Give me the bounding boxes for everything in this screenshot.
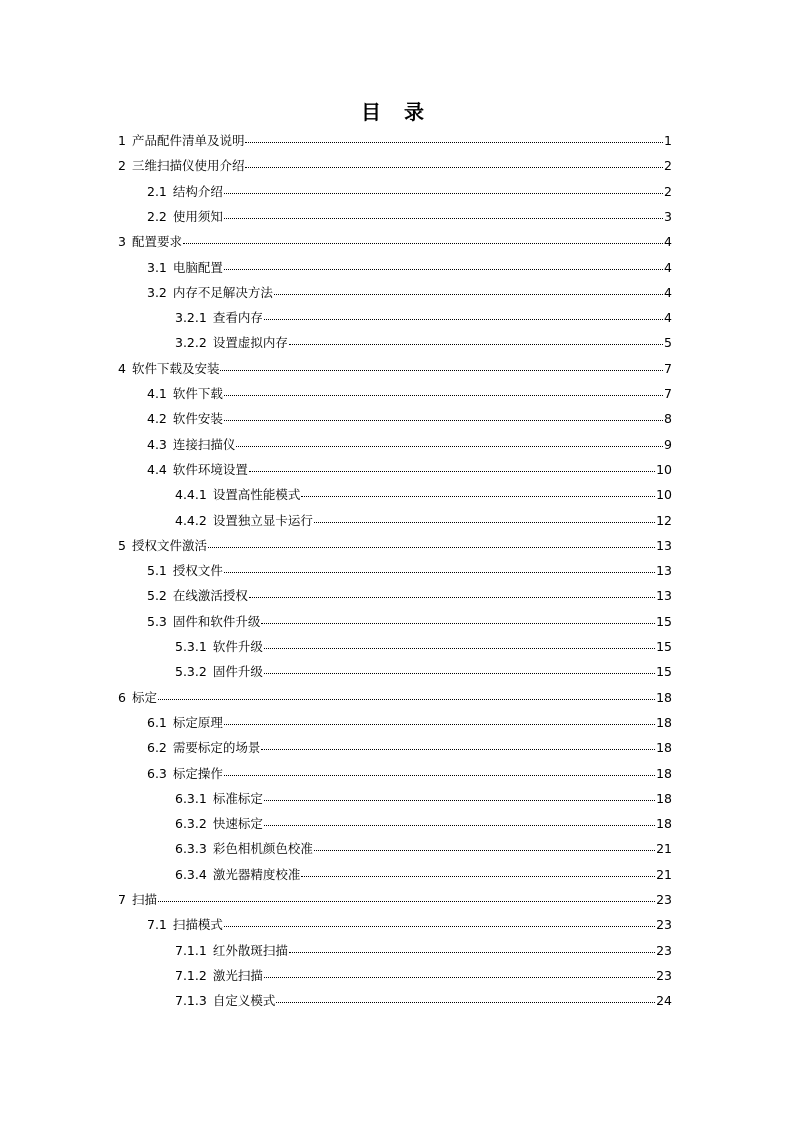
- toc-entry-page: 2: [664, 183, 672, 199]
- toc-entry-number: 5.3.1: [175, 639, 207, 654]
- toc-dot-leader: [224, 761, 655, 776]
- toc-entry[interactable]: [147, 181, 672, 201]
- toc-dot-leader: [249, 457, 655, 472]
- toc-entry[interactable]: [175, 636, 672, 656]
- toc-dot-leader: [224, 179, 663, 194]
- toc-entry-number: 6: [118, 689, 126, 705]
- toc-entry-page: 21: [656, 841, 672, 857]
- toc-entry[interactable]: [147, 383, 672, 403]
- toc-entry[interactable]: [147, 585, 672, 605]
- toc-dot-leader: [301, 862, 655, 877]
- toc-entry[interactable]: [147, 434, 672, 454]
- toc-entry-number: 7.1.1: [175, 942, 207, 958]
- toc-entry[interactable]: [147, 763, 672, 783]
- toc-entry-title: 自定义模式: [212, 993, 276, 1009]
- toc-entry[interactable]: [175, 510, 672, 530]
- toc-entry[interactable]: [147, 914, 672, 934]
- toc-dot-leader: [224, 912, 655, 927]
- toc-entry[interactable]: [175, 940, 672, 960]
- toc-dot-leader: [224, 204, 663, 219]
- toc-dot-leader: [208, 533, 655, 548]
- toc-entry-number: 4.4: [147, 461, 167, 477]
- toc-entry[interactable]: [147, 737, 672, 757]
- toc-entry[interactable]: [118, 358, 672, 378]
- toc-entry[interactable]: [147, 712, 672, 732]
- toc-entry[interactable]: [147, 282, 672, 302]
- toc-entry-number: 4.4.1: [175, 487, 207, 503]
- toc-entry-title: 激光扫描: [212, 967, 263, 983]
- toc-entry-number: 4.3: [147, 436, 167, 452]
- toc-dot-leader: [158, 685, 655, 700]
- toc-entry-page: 9: [664, 436, 672, 452]
- toc-entry-page: 18: [656, 816, 672, 832]
- toc-entry-title: 软件下载及安装: [131, 360, 220, 376]
- toc-entry-title: 需要标定的场景: [172, 740, 261, 756]
- toc-dot-leader: [158, 887, 655, 902]
- toc-entry[interactable]: [147, 459, 672, 479]
- toc-entry[interactable]: [147, 206, 672, 226]
- toc-entry-title: 扫描模式: [172, 917, 223, 933]
- toc-entry-title: 标定: [131, 689, 157, 705]
- toc-dot-leader: [236, 432, 663, 447]
- toc-entry[interactable]: [118, 231, 672, 251]
- toc-entry-title: 固件升级: [212, 664, 263, 680]
- toc-entry-title: 查看内存: [212, 310, 263, 326]
- toc-entry-title: 授权文件激活: [131, 537, 207, 553]
- toc-entry-number: 7.1.2: [175, 967, 207, 983]
- toc-entry-page: 15: [656, 613, 672, 629]
- toc-entry-title: 固件和软件升级: [172, 613, 261, 629]
- toc-entry-number: 6.1: [147, 714, 167, 730]
- toc-entry-title: 内存不足解决方法: [172, 284, 273, 300]
- toc-entry-page: 13: [656, 563, 672, 579]
- toc-entry-title: 设置独立显卡运行: [212, 512, 313, 528]
- toc-dot-leader: [224, 255, 663, 270]
- toc-entry-page: 21: [656, 866, 672, 882]
- toc-entry-title: 电脑配置: [172, 259, 223, 275]
- toc-dot-leader: [301, 482, 655, 497]
- toc-entry-number: 3: [118, 234, 126, 250]
- toc-dot-leader: [274, 280, 663, 295]
- toc-entry[interactable]: [175, 838, 672, 858]
- toc-entry-number: 6.2: [147, 740, 167, 756]
- toc-dot-leader: [245, 153, 663, 168]
- toc-entry-title: 软件环境设置: [172, 461, 248, 477]
- toc-entry-title: 软件升级: [212, 639, 263, 654]
- toc-entry[interactable]: [147, 611, 672, 631]
- toc-entry-title: 设置虚拟内存: [212, 335, 288, 351]
- toc-entry-title: 三维扫描仪使用介绍: [131, 158, 245, 174]
- toc-entry-number: 6.3: [147, 765, 167, 781]
- toc-entry[interactable]: [147, 560, 672, 580]
- toc-entry-page: 15: [656, 664, 672, 680]
- toc-entry-title: 配置要求: [131, 234, 182, 250]
- toc-entry-title: 授权文件: [172, 563, 223, 579]
- toc-entry-number: 3.2.2: [175, 335, 207, 351]
- toc-entry-number: 7.1.3: [175, 993, 207, 1009]
- toc-entry[interactable]: [175, 965, 672, 985]
- toc-entry-number: 5.3.2: [175, 664, 207, 680]
- toc-entry-page: 5: [664, 335, 672, 351]
- toc-dot-leader: [289, 330, 663, 345]
- toc-entry-number: 6.3.4: [175, 866, 207, 882]
- toc-dot-leader: [264, 659, 655, 674]
- toc-entry[interactable]: [175, 661, 672, 681]
- toc-entry-number: 5.1: [147, 563, 167, 579]
- toc-entry-title: 连接扫描仪: [172, 436, 236, 452]
- toc-entry-number: 6.3.2: [175, 816, 207, 832]
- toc-entry-number: 2.2: [147, 208, 167, 224]
- toc-dot-leader: [249, 583, 655, 598]
- toc-entry-page: 13: [656, 537, 672, 553]
- toc-entry[interactable]: [147, 408, 672, 428]
- toc-entry-page: 18: [656, 689, 672, 705]
- toc-entry-page: 18: [656, 740, 672, 756]
- toc-dot-leader: [314, 508, 655, 523]
- toc-entry[interactable]: [175, 332, 672, 352]
- toc-entry-page: 10: [656, 461, 672, 477]
- toc-dot-leader: [183, 229, 663, 244]
- toc-entry-number: 3.1: [147, 259, 167, 275]
- toc-entry-title: 结构介绍: [172, 183, 223, 199]
- toc-entry-title: 产品配件清单及说明: [131, 133, 245, 148]
- toc-entry-number: 3.2: [147, 284, 167, 300]
- toc-entry-title: 红外散斑扫描: [212, 942, 288, 958]
- toc-entry-page: 3: [664, 208, 672, 224]
- toc-entry-page: 18: [656, 765, 672, 781]
- toc-entry-title: 在线激活授权: [172, 588, 248, 604]
- toc-entry-number: 3.2.1: [175, 310, 207, 326]
- toc-entry-number: 4.1: [147, 386, 167, 401]
- toc-entry-page: 23: [656, 917, 672, 933]
- toc-dot-leader: [264, 963, 655, 978]
- toc-entry-page: 2: [664, 158, 672, 174]
- toc-dot-leader: [224, 558, 655, 573]
- toc-entry-page: 4: [664, 259, 672, 275]
- toc-entry[interactable]: [175, 788, 672, 808]
- toc-entry[interactable]: [118, 155, 672, 175]
- toc-entry[interactable]: [147, 257, 672, 277]
- toc-entry-number: 5.3: [147, 613, 167, 629]
- toc-entry-number: 4.4.2: [175, 512, 207, 528]
- toc-entry-number: 5: [118, 537, 126, 553]
- toc-entry-page: 15: [656, 639, 672, 654]
- toc-entry-number: 4: [118, 360, 126, 376]
- toc-dot-leader: [264, 634, 655, 649]
- toc-dot-leader: [276, 988, 655, 1003]
- toc-entry-number: 5.2: [147, 588, 167, 604]
- toc-entry-page: 24: [656, 993, 672, 1009]
- toc-entry-title: 彩色相机颜色校准: [212, 841, 313, 857]
- toc-entry-page: 18: [656, 714, 672, 730]
- toc-dot-leader: [264, 811, 655, 826]
- toc-entry-page: 7: [664, 386, 672, 401]
- toc-dot-leader: [224, 381, 663, 396]
- toc-entry-page: 23: [656, 967, 672, 983]
- toc-entry-page: 8: [664, 411, 672, 427]
- toc-dot-leader: [314, 836, 655, 851]
- toc-entry[interactable]: [118, 687, 672, 707]
- toc-title: 目 录: [361, 100, 432, 124]
- toc-entry[interactable]: [118, 535, 672, 555]
- toc-entry[interactable]: [175, 307, 672, 327]
- toc-entry-title: 标准标定: [212, 790, 263, 806]
- toc-entry-page: 4: [664, 284, 672, 300]
- toc-entry-title: 标定操作: [172, 765, 223, 781]
- toc-entry[interactable]: [118, 889, 672, 909]
- toc-entry-page: 1: [664, 133, 672, 148]
- toc-entry-page: 18: [656, 790, 672, 806]
- toc-entry-title: 软件下载: [172, 386, 223, 401]
- toc-entry-title: 激光器精度校准: [212, 866, 301, 882]
- toc-dot-leader: [224, 406, 663, 421]
- toc-dot-leader: [261, 735, 655, 750]
- toc-entry-title: 快速标定: [212, 816, 263, 832]
- toc-entry-number: 4.2: [147, 411, 167, 427]
- toc-dot-leader: [220, 356, 663, 371]
- toc-entry-page: 13: [656, 588, 672, 604]
- toc-dot-leader: [224, 710, 655, 725]
- toc-entry[interactable]: [118, 130, 672, 150]
- toc-entry[interactable]: [175, 484, 672, 504]
- toc-entry-number: 7: [118, 892, 126, 907]
- toc-dot-leader: [245, 128, 663, 143]
- toc-entry-title: 设置高性能模式: [212, 487, 301, 503]
- toc-entry-number: 7.1: [147, 917, 167, 933]
- toc-entry-title: 使用须知: [172, 208, 223, 224]
- toc-entry-page: 23: [656, 892, 672, 907]
- toc-entry-title: 扫描: [131, 892, 157, 907]
- toc-dot-leader: [264, 305, 663, 320]
- toc-entry-page: 12: [656, 512, 672, 528]
- toc-entry[interactable]: [175, 813, 672, 833]
- toc-entry-number: 2: [118, 158, 126, 174]
- toc-entry[interactable]: [175, 864, 672, 884]
- toc-dot-leader: [261, 609, 655, 624]
- toc-entry-number: 2.1: [147, 183, 167, 199]
- toc-entry-page: 4: [664, 234, 672, 250]
- toc-entry-page: 10: [656, 487, 672, 503]
- toc-entry[interactable]: [175, 990, 672, 1010]
- toc-entry-number: 6.3.3: [175, 841, 207, 857]
- toc-dot-leader: [289, 938, 655, 953]
- toc-entry-page: 23: [656, 942, 672, 958]
- toc-entry-title: 软件安装: [172, 411, 223, 427]
- toc-entry-number: 6.3.1: [175, 790, 207, 806]
- toc-entry-title: 标定原理: [172, 714, 223, 730]
- toc-entry-page: 4: [664, 310, 672, 326]
- toc-entry-page: 7: [664, 360, 672, 376]
- toc-entry-number: 1: [118, 133, 126, 148]
- toc-dot-leader: [264, 786, 655, 801]
